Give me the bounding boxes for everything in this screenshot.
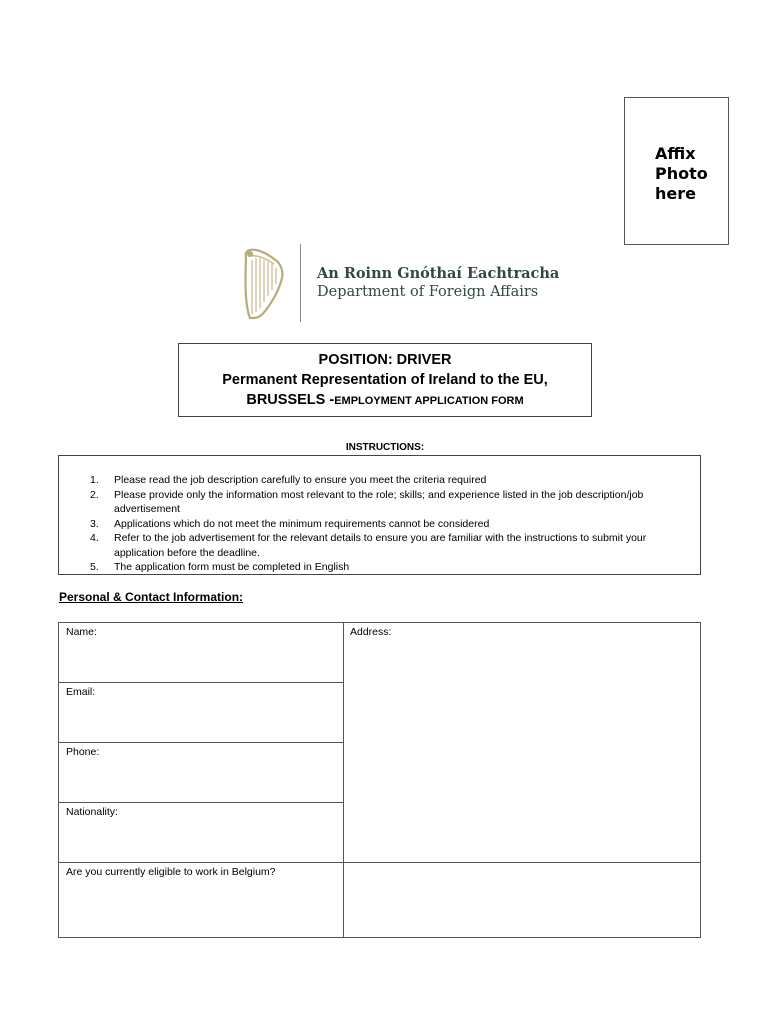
department-name-english: Department of Foreign Affairs <box>317 284 539 300</box>
form-title-line <box>179 390 591 411</box>
instruction-item <box>59 488 700 517</box>
instruction-number: 4. <box>90 532 99 544</box>
position-title: POSITION: DRIVER <box>318 352 452 368</box>
position-title-box <box>178 343 592 417</box>
instruction-text: Please provide only the information most relevant to the role; skills; and experience listed in the job description/job advertisement <box>114 488 644 515</box>
address-field-label: Address: <box>350 626 392 638</box>
department-name-irish: An Roinn Gnóthaí Eachtracha <box>317 265 560 282</box>
column-divider <box>343 623 344 937</box>
logo-divider <box>300 244 301 322</box>
instruction-item <box>59 473 700 488</box>
city-name: BRUSSELS - <box>246 392 335 408</box>
nationality-field-label: Nationality: <box>66 806 118 818</box>
instructions-box <box>58 455 701 575</box>
personal-info-heading: Personal & Contact Information: <box>59 590 244 604</box>
email-field-label: Email: <box>66 686 96 698</box>
instruction-number: 1. <box>90 474 99 486</box>
row-divider <box>59 802 343 803</box>
instruction-item <box>59 560 700 575</box>
phone-field-label: Phone: <box>66 746 100 758</box>
personal-info-table <box>58 622 701 938</box>
department-logo <box>238 244 560 324</box>
name-field-label: Name: <box>66 626 97 638</box>
instruction-text: Please read the job description carefully to ensure you meet the criteria required <box>114 474 487 486</box>
instructions-heading: INSTRUCTIONS: <box>345 442 425 453</box>
instruction-item <box>59 517 700 532</box>
instruction-text: The application form must be completed in English <box>114 561 350 573</box>
instruction-number: 3. <box>90 517 99 530</box>
photo-placeholder-box <box>624 97 729 245</box>
eligibility-field-label: Are you currently eligible to work in Belgium? <box>66 866 276 878</box>
department-name <box>317 264 559 302</box>
instructions-list <box>59 473 700 575</box>
instruction-text: Applications which do not meet the minimum requirements cannot be considered <box>114 517 490 530</box>
harp-emblem-icon <box>238 244 288 322</box>
instruction-item <box>59 531 700 560</box>
row-divider <box>59 742 343 743</box>
instruction-number: 2. <box>90 488 99 501</box>
instruction-text: Refer to the job advertisement for the relevant details to ensure you are familiar with the instructions to submit your application before the deadline. <box>114 532 647 559</box>
form-name: EMPLOYMENT APPLICATION FORM <box>334 395 524 407</box>
position-location: Permanent Representation of Ireland to the EU, <box>222 372 548 388</box>
row-divider <box>59 682 343 683</box>
instruction-number: 5. <box>90 561 99 573</box>
photo-placeholder-text: Affix Photo here <box>655 144 708 203</box>
row-divider <box>59 862 700 863</box>
